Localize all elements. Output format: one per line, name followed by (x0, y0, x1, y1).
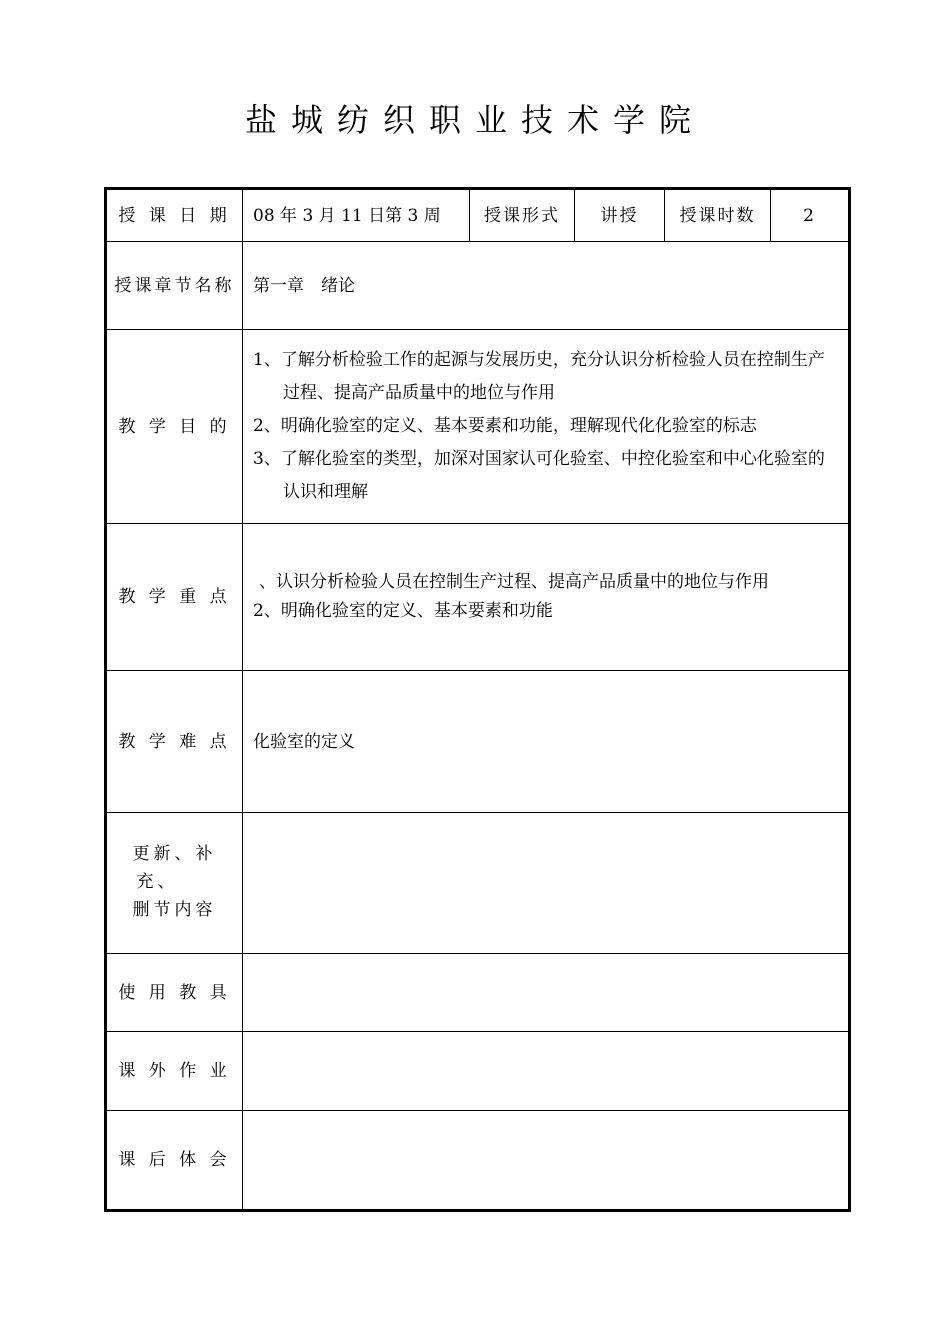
updates-label (106, 813, 243, 954)
updates-value (243, 813, 850, 954)
difficulties-label: 教 学 难 点 (106, 671, 243, 813)
tools-row (106, 954, 850, 1032)
reflection-value (243, 1111, 850, 1211)
tools-label: 使 用 教 具 (106, 954, 243, 1032)
reflection-row (106, 1111, 850, 1211)
updates-row (106, 813, 850, 954)
key-point-item-1: 、认识分析检验人员在控制生产过程、提高产品质量中的地位与作用 (259, 572, 769, 592)
reflection-label: 课 后 体 会 (106, 1111, 243, 1211)
objective-item-2: 2、明确化验室的定义、基本要素和功能，理解现代化化验室的标志 (253, 416, 757, 436)
difficulties-row (106, 671, 850, 813)
tools-value (243, 954, 850, 1032)
key-point-item-2: 2、明确化验室的定义、基本要素和功能 (253, 601, 553, 621)
form-value: 讲授 (575, 189, 665, 242)
chapter-value: 第一章 绪论 (243, 242, 850, 330)
chapter-label: 授课章节名称 (106, 242, 243, 330)
lesson-plan-table (104, 187, 851, 1212)
objective-item-3: 3、了解化验室的类型，加深对国家认可化验室、中控化验室和中心化验室的认识和理解 (253, 449, 825, 502)
objective-item-1: 1、了解分析检验工作的起源与发展历史，充分认识分析检验人员在控制生产过程、提高产品质量中的地位与作用 (253, 350, 825, 403)
difficulties-value: 化验室的定义 (243, 671, 850, 813)
homework-label: 课 外 作 业 (106, 1032, 243, 1111)
date-label: 授 课 日 期 (106, 189, 243, 242)
header-row (106, 189, 850, 242)
date-value: 08 年 3 月 11 日第 3 周 (243, 189, 470, 242)
updates-label-line2: 充、 (136, 872, 179, 892)
updates-label-stack (133, 840, 217, 924)
form-label: 授课形式 (470, 189, 575, 242)
hours-value: 2 (771, 189, 850, 242)
page-title: 盐城纺织职业技术学院 (244, 101, 705, 139)
key-points-label: 教 学 重 点 (106, 524, 243, 671)
objectives-label: 教 学 目 的 (106, 330, 243, 524)
objectives-row (106, 330, 850, 524)
objectives-content (243, 330, 850, 524)
homework-value (243, 1032, 850, 1111)
chapter-row (106, 242, 850, 330)
updates-label-line3: 删节内容 (132, 900, 217, 920)
updates-label-line1: 更新、补 (132, 844, 217, 864)
key-points-content (243, 524, 850, 671)
homework-row (106, 1032, 850, 1111)
hours-label: 授课时数 (665, 189, 771, 242)
key-points-row (106, 524, 850, 671)
